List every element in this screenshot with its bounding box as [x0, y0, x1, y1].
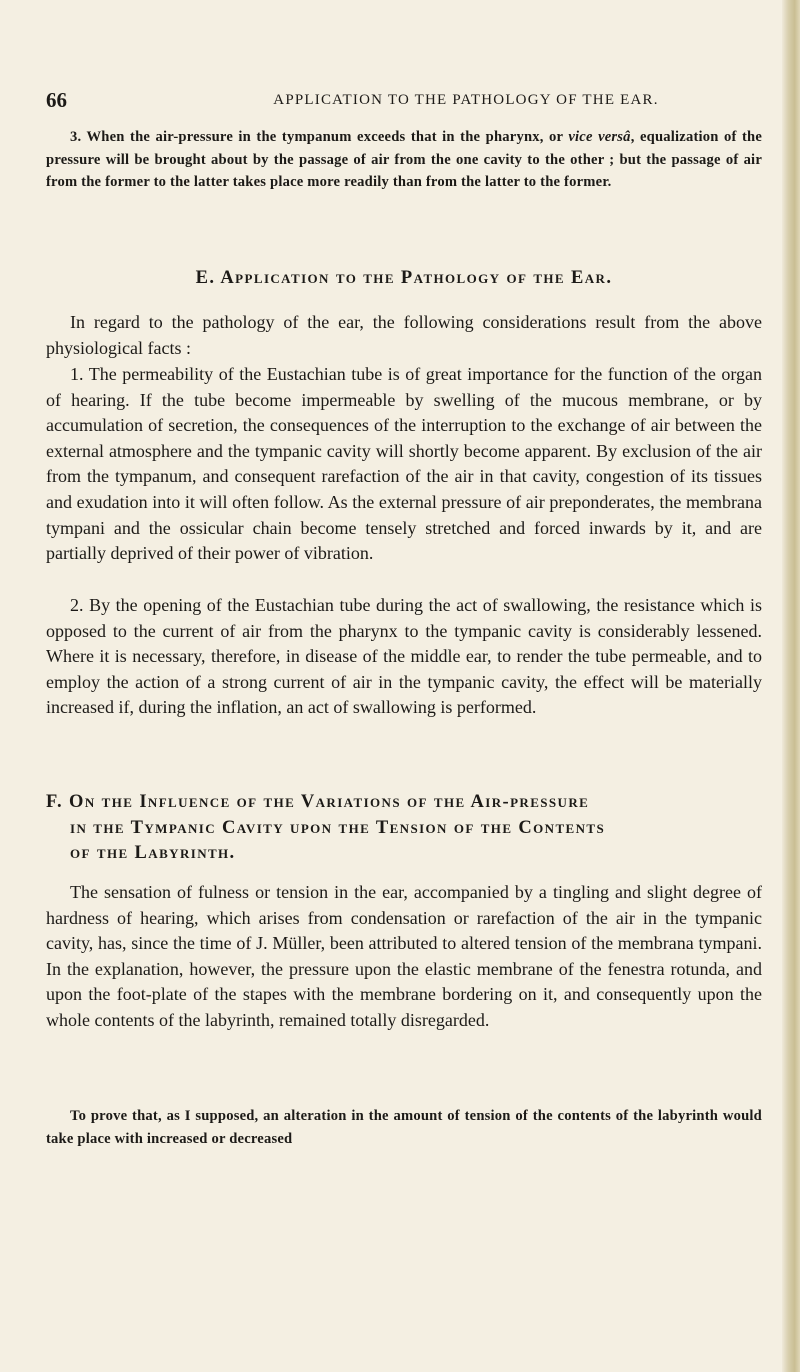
section-f-heading-line-2: in the Tympanic Cavity upon the Tension of the Contents — [70, 817, 606, 838]
section-f-heading-line-3: of the Labyrinth. — [70, 843, 236, 864]
section-e-item-1: 1. The permeability of the Eustachian tube is of great importance for the function of the organ of hearing. If the tube become impermeable by swelling of the mucous membrane, or by accumulation of secretion, the consequences of the interruption to the exchange of air between the external atmosphere and the tympanic cavity will shortly become apparent. By exclusion of the air from the tympanum, and consequent rarefaction of the air in that cavity, congestion of its tissues and exudation into it will often follow. As the external pressure of air preponderates, the membrana tympani and the ossicular chain become tensely stretched and forced inwards by it, and are partially deprived of their power of vibration. — [46, 364, 762, 564]
section-f-paragraph-2: To prove that, as I supposed, an alteration in the amount of tension of the contents of the labyrinth would take place with increased or decreased — [46, 1108, 762, 1147]
book-spine-edge — [782, 0, 800, 1372]
section-e-item-2: 2. By the opening of the Eustachian tube during the act of swallowing, the resistance which is opposed to the current of air from the pharynx to the tympanic cavity is considerably lessened. Where it is necessary, therefore, in disease of the middle ear, to render the tube permeable, and to employ the action of a strong current of air in the tympanic cavity, the effect will be materially increased if, during the inflation, an act of swallowing is performed. — [46, 595, 762, 718]
section-e-heading: E. Application to the Pathology of the Ear. — [195, 268, 613, 288]
paragraph-3-text: 3. When the air-pressure in the tympanum exceeds that in the pharynx, or — [70, 129, 569, 145]
paragraph-3-text-rest: , equalization of the pressure will be brought about by the passage of air from the one cavity to the other ; but the passage of air from the former to the latter takes place more readily than from the latter to the former. — [46, 129, 763, 190]
page-header — [46, 88, 766, 114]
paragraph-3 — [46, 126, 762, 194]
section-e-intro: In regard to the pathology of the ear, the following considerations result from the above physiological facts : — [46, 312, 762, 358]
section-f-paragraph-1: The sensation of fulness or tension in the ear, accompanied by a tingling and slight degree of hardness of hearing, which arises from condensation or rarefaction of the air in the tympanic cavity, has, since the time of J. Müller, been attributed to altered tension of the membrana tympani. In the explanation, however, the pressure upon the elastic membrane of the fenestra rotunda, and upon the foot-plate of the stapes with the membrane bordering on it, and consequently upon the whole contents of the labyrinth, remained totally disregarded. — [46, 882, 762, 1030]
page-number: 66 — [46, 88, 67, 112]
running-head: APPLICATION TO THE PATHOLOGY OF THE EAR. — [273, 92, 659, 108]
section-f-heading-line-1: F. On the Influence of the Variations of the Air-pressure — [46, 792, 590, 812]
section-f-heading — [46, 790, 762, 867]
paragraph-3-italic: vice versâ — [568, 129, 631, 145]
